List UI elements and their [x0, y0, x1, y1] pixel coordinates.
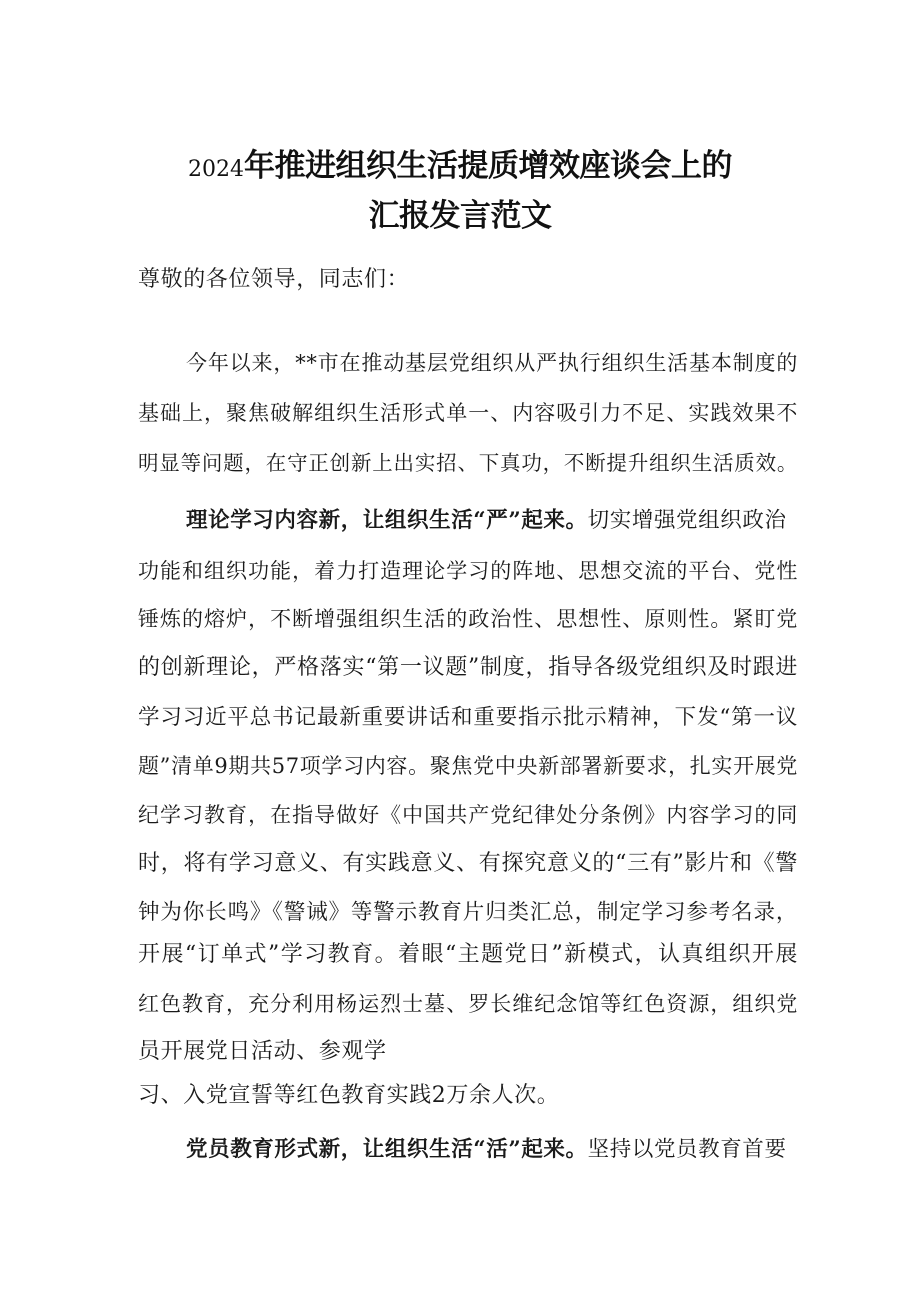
section1-line: 学习习近平总书记最新重要讲话和重要指示批示精神，下发“第一议 [138, 705, 798, 730]
section1-first-line [138, 506, 798, 536]
intro-line-2: 基础上，聚焦破解组织生活形式单一、内容吸引力不足、实践效果不 [138, 401, 798, 425]
section2-first-line-text: 坚持以党员教育首要 [587, 1137, 787, 1162]
salutation: 尊敬的各位领导，同志们： [138, 267, 410, 292]
section2-first-line [138, 1135, 798, 1165]
title-year: 2024 [188, 157, 244, 182]
section1-line: 锤炼的熔炉，不断增强组织生活的政治性、思想性、原则性。紧盯党 [138, 607, 798, 631]
document-title-line-1 [0, 140, 920, 185]
title-text: 年推进组织生活提质增效座谈会上的 [244, 148, 732, 184]
section1-line: 的创新理论，严格落实“第一议题”制度，指导各级党组织及时跟进 [138, 655, 798, 680]
document-title-line-2: 汇报发言范文 [368, 198, 552, 234]
section1-line: 习、入党宣誓等红色教育实践2万余人次。 [138, 1083, 560, 1108]
section1-heading: 理论学习内容新，让组织生活“严”起来。 [186, 508, 588, 533]
section1-line: 时，将有学习意义、有实践意义、有探究意义的“三有”影片和《警 [138, 851, 798, 876]
intro-line-3: 明显等问题，在守正创新上出实招、下真功，不断提升组织生活质效。 [138, 451, 798, 475]
section1-line: 员开展党日活动、参观学 [138, 1039, 387, 1064]
section1-line: 红色教育，充分利用杨运烈士墓、罗长维纪念馆等红色资源，组织党 [138, 992, 798, 1016]
section1-line: 题”清单9期共57项学习内容。聚焦党中央新部署新要求，扎实开展党 [138, 754, 798, 778]
section1-line: 开展“订单式”学习教育。着眼“主题党日”新模式，认真组织开展 [138, 942, 798, 967]
intro-line-1: 今年以来，**市在推动基层党组织从严执行组织生活基本制度的 [186, 351, 798, 375]
section1-first-line-text: 切实增强党组织政治 [587, 508, 787, 533]
section1-line: 钟为你长鸣》《警诫》等警示教育片归类汇总，制定学习参考名录， [138, 900, 798, 925]
section2-heading: 党员教育形式新，让组织生活“活”起来。 [186, 1137, 588, 1162]
section1-line: 功能和组织功能，着力打造理论学习的阵地、思想交流的平台、党性 [138, 559, 798, 583]
section1-line: 纪学习教育，在指导做好《中国共产党纪律处分条例》内容学习的同 [138, 803, 798, 827]
